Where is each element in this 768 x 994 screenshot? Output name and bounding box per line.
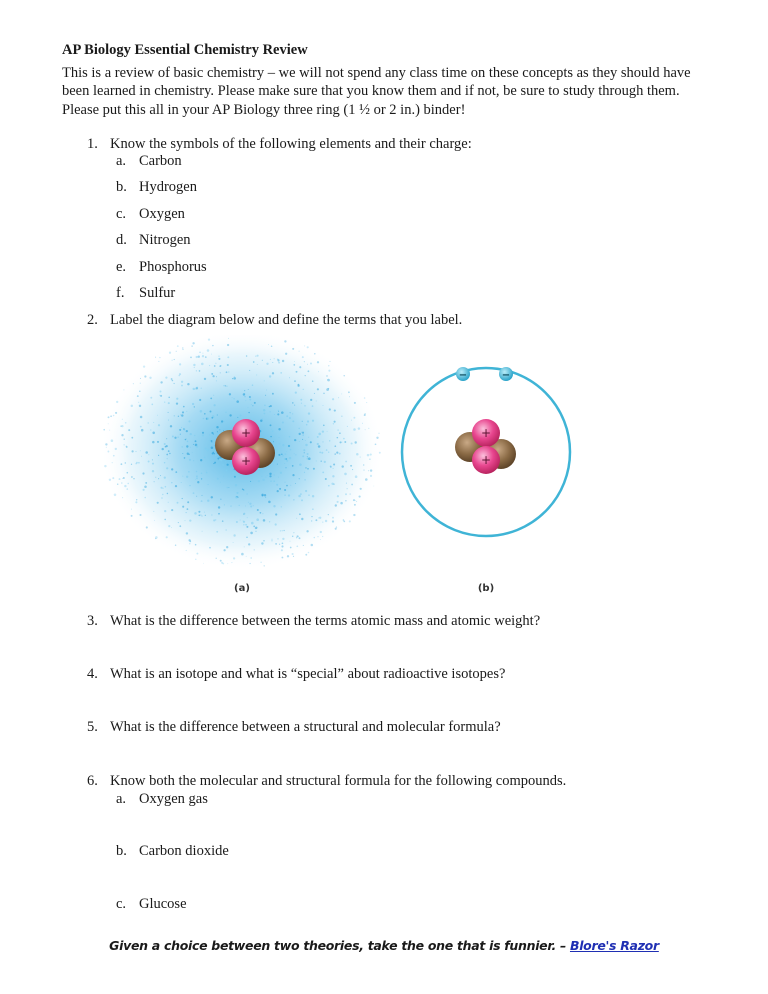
item-letter: f. (116, 285, 125, 301)
question-number: 6. (87, 773, 98, 789)
electron-sign: − (501, 370, 511, 381)
document-title: AP Biology Essential Chemistry Review (62, 42, 308, 58)
question-text: Know the symbols of the following elements and their charge: (110, 136, 472, 152)
item-letter: a. (116, 153, 127, 169)
nucleus-b (455, 419, 516, 474)
proton-sign: + (480, 453, 492, 467)
item-letter: b. (116, 843, 127, 859)
electron-sign: − (458, 370, 468, 381)
item-text: Oxygen (139, 206, 185, 222)
item-text: Glucose (139, 896, 187, 912)
footer-quote (0, 938, 768, 953)
item-letter: b. (116, 179, 127, 195)
item-letter: c. (116, 896, 127, 912)
question-number: 5. (87, 719, 98, 735)
intro-paragraph: This is a review of basic chemistry – we will not spend any class time on these concepts as they should have been learned in chemistry. Please make sure that you know them and if not, be sure to study through them. Please put this all in your AP Biology three ring (1 ½ or 2 in.) binder! (62, 65, 691, 118)
diagram-label-a: (a) (234, 583, 250, 594)
item-text: Sulfur (139, 285, 176, 301)
question-text: What is an isotope and what is “special” about radioactive isotopes? (110, 666, 506, 682)
question-number: 4. (87, 666, 98, 682)
item-letter: c. (116, 206, 127, 222)
item-text: Phosphorus (139, 259, 207, 275)
atom-diagram (100, 335, 600, 605)
question-number: 2. (87, 312, 98, 328)
bohr-model (402, 367, 570, 594)
question-text: Label the diagram below and define the terms that you label. (110, 312, 463, 328)
proton-sign: + (240, 426, 252, 440)
item-letter: a. (116, 791, 127, 807)
item-text: Hydrogen (139, 179, 197, 195)
question-number: 1. (87, 136, 98, 152)
proton-sign: + (480, 426, 492, 440)
proton-sign: + (240, 454, 252, 468)
item-text: Nitrogen (139, 232, 191, 248)
quote-attribution-link[interactable]: Blore's Razor (569, 938, 659, 953)
question-number: 3. (87, 613, 98, 629)
question-text: What is the difference between a structural and molecular formula? (110, 719, 501, 735)
quote-text: Given a choice between two theories, take the one that is funnier. – (109, 938, 566, 953)
item-letter: e. (116, 259, 127, 275)
question-text: Know both the molecular and structural formula for the following compounds. (110, 773, 567, 789)
diagram-label-b: (b) (477, 583, 495, 594)
electron-cloud-model (100, 335, 384, 594)
item-letter: d. (116, 232, 127, 248)
item-text: Oxygen gas (139, 791, 208, 807)
question-text: What is the difference between the terms atomic mass and atomic weight? (110, 613, 541, 629)
item-text: Carbon dioxide (139, 843, 229, 859)
item-text: Carbon (139, 153, 182, 169)
